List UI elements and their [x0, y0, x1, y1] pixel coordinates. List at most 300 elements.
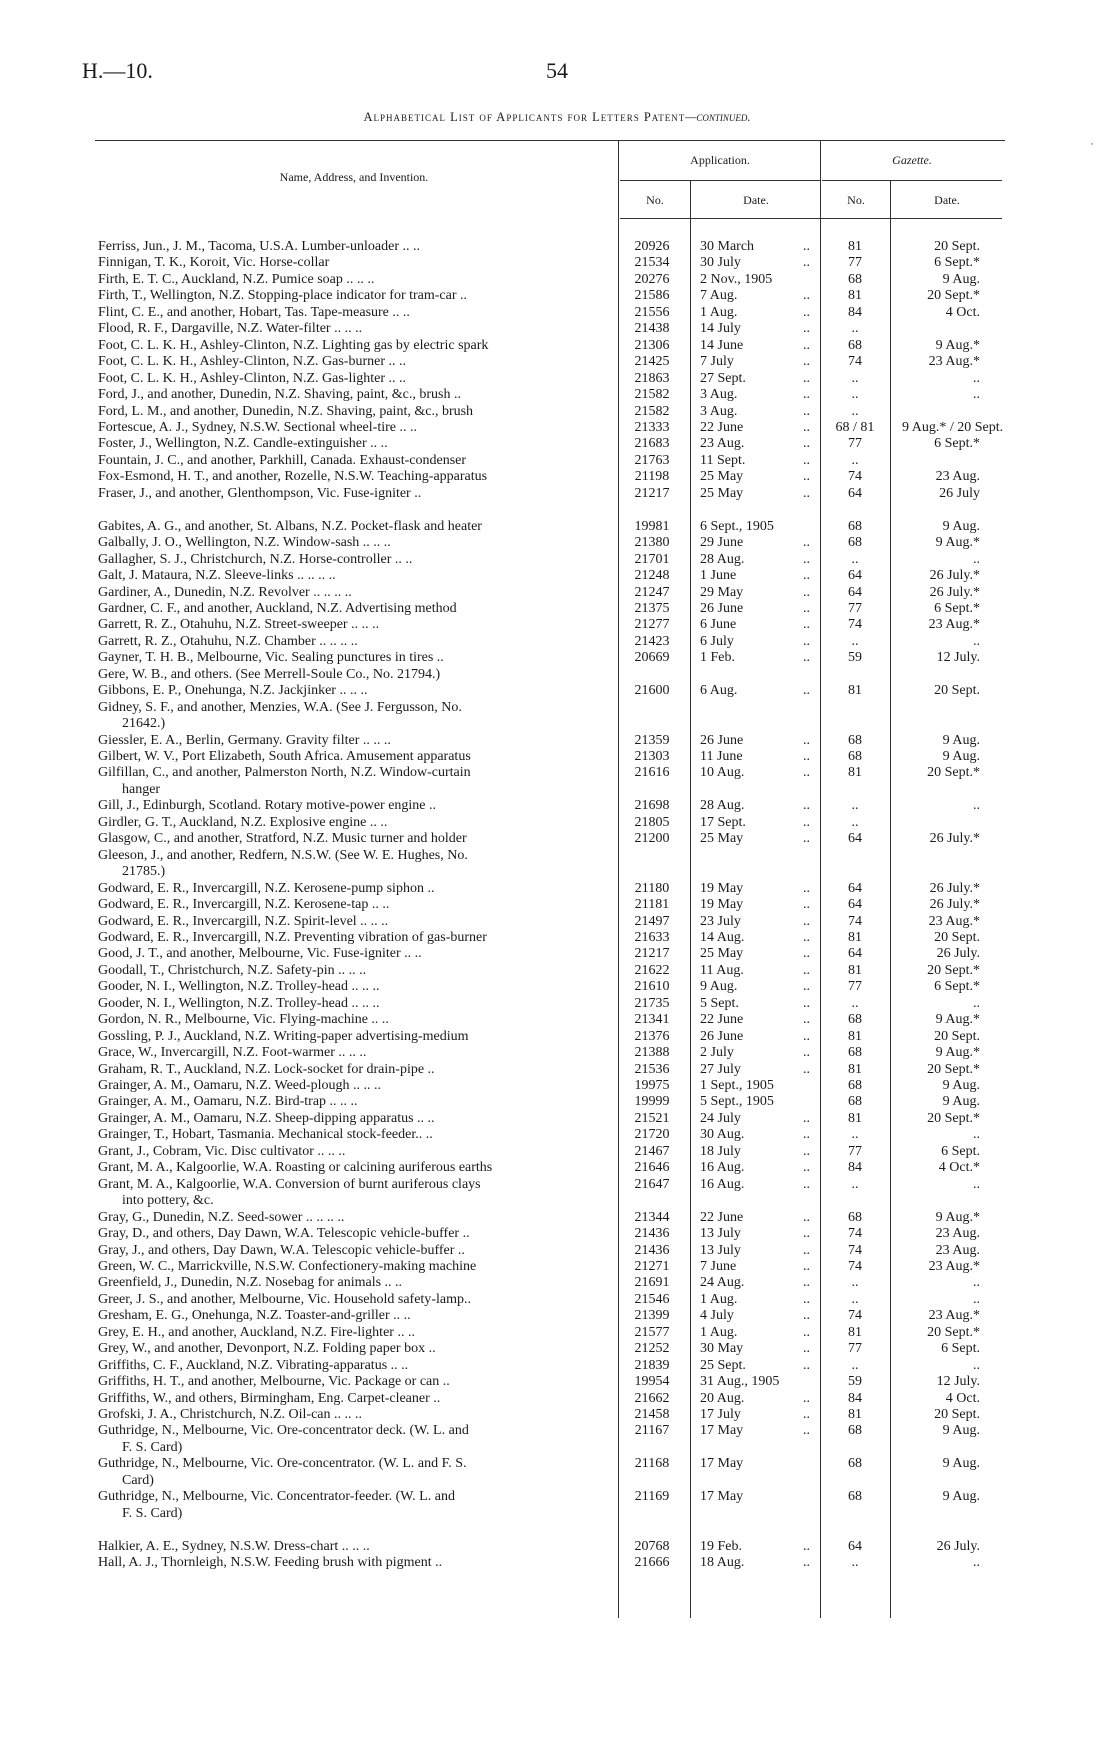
application-number: 20926 [634, 239, 670, 254]
application-date: 1 Feb. [700, 650, 735, 666]
table-row [0, 848, 1114, 864]
leader-dots: .. [803, 1012, 810, 1028]
application-date: 1 June [700, 568, 737, 583]
application-number: 21735 [634, 995, 670, 1011]
header-app-no: No. [646, 193, 664, 207]
application-number: 21662 [634, 1390, 670, 1406]
application-date: 3 Aug. [700, 387, 738, 402]
gazette-number: 64 [848, 568, 862, 583]
table-row [0, 585, 1114, 601]
application-date: 26 June [700, 732, 744, 748]
entry-name: hanger [122, 781, 161, 797]
entry-name: Gere, W. B., and others. (See Merrell-Soule Co., No. 21794.) [98, 666, 441, 682]
gazette-date: 9 Aug. [942, 749, 980, 764]
leader-dots: .. [803, 1226, 810, 1241]
gazette-date: 26 July.* [929, 897, 980, 912]
leader-dots: .. [803, 1176, 810, 1192]
entry-name: Greenfield, J., Dunedin, N.Z. Nosebag for animals .. .. [98, 1275, 403, 1291]
gazette-number: 64 [848, 946, 862, 962]
header-app-date: Date. [743, 193, 769, 207]
entry-name: Firth, E. T. C., Auckland, N.Z. Pumice soap .. .. .. [98, 271, 375, 287]
table-row [0, 601, 1114, 617]
gazette-date: 26 July. [936, 1538, 980, 1554]
application-date: 19 May [700, 880, 744, 896]
gazette-date: 20 Sept.* [927, 1324, 980, 1340]
gazette-date: 23 Aug. [935, 1242, 980, 1258]
entry-name: Grainger, A. M., Oamaru, N.Z. Sheep-dipping apparatus .. .. [98, 1110, 435, 1126]
table-row [0, 371, 1114, 387]
leader-dots: .. [803, 633, 810, 649]
leader-dots: .. [803, 946, 810, 962]
application-number: 20768 [634, 1538, 670, 1554]
gazette-number: 64 [848, 831, 862, 847]
application-number: 21168 [634, 1456, 670, 1472]
table-row [0, 946, 1114, 962]
application-number: 21521 [634, 1110, 670, 1126]
leader-dots: .. [803, 962, 810, 978]
gazette-number: 68 [848, 1078, 862, 1093]
table-row [0, 1440, 1114, 1456]
application-date: 2 Nov., 1905 [700, 271, 773, 287]
table-row [0, 716, 1114, 732]
application-number: 19975 [634, 1078, 670, 1093]
entry-name: Gallagher, S. J., Christchurch, N.Z. Horse-controller .. .. [98, 551, 413, 567]
table-row [0, 535, 1114, 551]
application-date: 7 July [700, 354, 734, 370]
application-date: 18 July [700, 1143, 741, 1159]
header-gazette: Gazette. [892, 153, 932, 167]
table-row [0, 963, 1114, 979]
page-number: 54 [546, 58, 568, 83]
application-date: 10 Aug. [700, 765, 745, 781]
margin-mark: ˙ [1090, 140, 1094, 154]
table-row [0, 634, 1114, 650]
gazette-date: 23 Aug. [935, 1226, 980, 1241]
gazette-date: 6 Sept. [941, 1143, 980, 1159]
gazette-date: 23 Aug.* [928, 354, 980, 370]
gazette-date: 9 Aug.* [935, 1012, 980, 1028]
leader-dots: .. [803, 1390, 810, 1406]
entry-name: Gardner, C. F., and another, Auckland, N.Z. Advertising method [98, 600, 457, 616]
leader-dots: .. [803, 1209, 810, 1225]
running-title [0, 110, 1114, 125]
leader-dots: .. [803, 584, 810, 600]
leader-dots: .. [803, 436, 810, 452]
entry-name: Grainger, A. M., Oamaru, N.Z. Bird-trap .. .. .. [98, 1094, 358, 1110]
application-number: 21341 [634, 1012, 670, 1028]
gazette-number: 84 [848, 1160, 862, 1176]
application-date: 1 Aug. [700, 304, 738, 320]
gazette-date: 20 Sept.* [927, 288, 980, 304]
table-row [0, 996, 1114, 1012]
table-row [0, 1029, 1114, 1045]
table-row [0, 305, 1114, 321]
gazette-date: 4 Oct. [945, 1390, 980, 1406]
gazette-date: 12 July. [936, 650, 980, 666]
table-row [0, 519, 1114, 535]
gazette-date: .. [973, 1555, 980, 1570]
leader-dots: .. [803, 1061, 810, 1077]
gazette-date: 9 Aug. [942, 518, 980, 534]
gazette-date: 20 Sept. [934, 1028, 980, 1044]
gazette-number: .. [851, 995, 859, 1011]
application-number: 21556 [634, 304, 670, 320]
gazette-number: 74 [848, 913, 862, 929]
leader-dots: .. [803, 897, 810, 912]
table-row [0, 568, 1114, 584]
entry-name: Grant, M. A., Kalgoorlie, W.A. Roasting or calcining auriferous earths [98, 1160, 493, 1176]
gazette-number: 81 [848, 288, 862, 304]
application-date: 23 July [700, 913, 741, 929]
leader-dots: .. [803, 1324, 810, 1340]
gazette-number: 81 [848, 1324, 862, 1340]
table-header-bottom-rule [620, 218, 1002, 219]
gazette-number: 81 [848, 962, 862, 978]
table-row [0, 749, 1114, 765]
gazette-date: .. [973, 995, 980, 1011]
gazette-date: 12 July. [936, 1374, 980, 1390]
leader-dots: .. [803, 617, 810, 633]
application-number: 21582 [634, 403, 670, 419]
entry-name: Godward, E. R., Invercargill, N.Z. Spirit-level .. .. .. [98, 913, 389, 929]
entry-name: 21642.) [122, 716, 166, 732]
entry-name: Galt, J. Mataura, N.Z. Sleeve-links .. .. .. .. [98, 568, 336, 583]
leader-dots: .. [803, 1291, 810, 1307]
application-date: 22 June [700, 419, 744, 435]
application-date: 1 Aug. [700, 1324, 738, 1340]
application-number: 21167 [634, 1423, 670, 1439]
application-number: 21344 [634, 1209, 670, 1225]
application-date: 6 June [700, 617, 737, 633]
leader-dots: .. [803, 1028, 810, 1044]
gazette-number: 64 [848, 485, 862, 501]
application-date: 27 Sept. [700, 370, 746, 386]
application-number: 21306 [634, 337, 670, 353]
entry-name: Griffiths, C. F., Auckland, N.Z. Vibrating-apparatus .. .. [98, 1357, 409, 1373]
gazette-date: 9 Aug.* [935, 337, 980, 353]
application-date: 28 Aug. [700, 798, 745, 814]
gazette-date: 9 Aug.* [935, 1209, 980, 1225]
table-row [0, 667, 1114, 683]
entry-name: Guthridge, N., Melbourne, Vic. Concentrator-feeder. (W. L. and [98, 1489, 455, 1505]
gazette-number: .. [851, 321, 859, 337]
gazette-number: .. [851, 814, 859, 830]
gazette-number: 68 [848, 1209, 862, 1225]
application-number: 21181 [634, 897, 670, 912]
gazette-number: 68 [848, 1045, 862, 1061]
entry-name: Grant, J., Cobram, Vic. Disc cultivator .. .. .. [98, 1143, 346, 1159]
table-row [0, 1144, 1114, 1160]
application-number: 21534 [634, 255, 670, 271]
gazette-date: 26 July.* [929, 880, 980, 896]
gazette-date: 9 Aug. [942, 271, 980, 287]
application-number: 21458 [634, 1407, 670, 1422]
gazette-number: 77 [848, 600, 862, 616]
application-date: 5 Sept., 1905 [700, 1094, 774, 1110]
table-row [0, 338, 1114, 354]
table-row [0, 782, 1114, 798]
application-number: 21467 [634, 1143, 670, 1159]
entry-name: Foot, C. L. K. H., Ashley-Clinton, N.Z. Gas-lighter .. .. [98, 370, 406, 386]
application-number: 21438 [634, 321, 670, 337]
entry-name: Girdler, G. T., Auckland, N.Z. Explosive engine .. .. [98, 814, 388, 830]
leader-dots: .. [803, 913, 810, 929]
entry-name: Firth, T., Wellington, N.Z. Stopping-place indicator for tram-car .. [98, 288, 468, 304]
gazette-number: 81 [848, 239, 862, 254]
entry-name: Gleeson, J., and another, Redfern, N.S.W. (See W. E. Hughes, No. [98, 847, 468, 863]
gazette-number: 68 [848, 337, 862, 353]
application-date: 23 Aug. [700, 436, 745, 452]
gazette-number: 81 [848, 929, 862, 945]
gazette-date: .. [973, 798, 980, 814]
gazette-date: 9 Aug. [942, 1078, 980, 1093]
application-number: 21622 [634, 962, 670, 978]
application-number: 21217 [634, 485, 670, 501]
leader-dots: .. [803, 1127, 810, 1143]
leader-dots: .. [803, 732, 810, 748]
leader-dots: .. [803, 321, 810, 337]
gazette-number: 68 [848, 518, 862, 534]
application-number: 21277 [634, 617, 670, 633]
entry-name: Griffiths, W., and others, Birmingham, Eng. Carpet-cleaner .. [98, 1390, 441, 1406]
gazette-date: .. [973, 387, 980, 402]
entry-name: Guthridge, N., Melbourne, Vic. Ore-concentrator deck. (W. L. and [98, 1423, 469, 1439]
entry-name: Foot, C. L. K. H., Ashley-Clinton, N.Z. Lighting gas by electric spark [98, 337, 489, 353]
entry-name: Hall, A. J., Thornleigh, N.S.W. Feeding brush with pigment .. [98, 1555, 443, 1570]
table-row [0, 469, 1114, 485]
leader-dots: .. [803, 288, 810, 304]
gazette-date: 6 Sept.* [934, 436, 980, 452]
gazette-number: 81 [848, 1407, 862, 1422]
table-row [0, 1045, 1114, 1061]
leader-dots: .. [803, 452, 810, 468]
table-row [0, 1078, 1114, 1094]
application-date: 30 July [700, 255, 741, 271]
gazette-number: .. [851, 1176, 859, 1192]
entry-name: into pottery, &c. [122, 1193, 214, 1209]
application-date: 24 Aug. [700, 1275, 745, 1291]
entry-name: Goodall, T., Christchurch, N.Z. Safety-pin .. .. .. [98, 962, 367, 978]
application-date: 29 May [700, 584, 744, 600]
application-date: 20 Aug. [700, 1390, 745, 1406]
gazette-number: 59 [848, 1374, 862, 1390]
gazette-number: .. [851, 633, 859, 649]
application-number: 21375 [634, 600, 670, 616]
leader-dots: .. [803, 403, 810, 419]
entry-name: Ford, J., and another, Dunedin, N.Z. Shaving, paint, &c., brush .. [98, 387, 462, 402]
leader-dots: .. [803, 979, 810, 995]
application-date: 30 March [700, 239, 755, 254]
table-row [0, 420, 1114, 436]
gazette-date: 6 Sept.* [934, 979, 980, 995]
entry-name: Foster, J., Wellington, N.Z. Candle-extinguisher .. .. [98, 436, 388, 452]
gazette-date: 4 Oct. [945, 304, 980, 320]
gazette-number: 77 [848, 1143, 862, 1159]
table-row [0, 255, 1114, 271]
entry-name: Gossling, P. J., Auckland, N.Z. Writing-paper advertising-medium [98, 1028, 469, 1044]
table-row [0, 1210, 1114, 1226]
gazette-date: 20 Sept.* [927, 765, 980, 781]
gazette-number: 81 [848, 1061, 862, 1077]
leader-dots: .. [803, 337, 810, 353]
application-date: 27 July [700, 1061, 741, 1077]
application-date: 17 July [700, 1407, 741, 1422]
application-date: 13 July [700, 1242, 741, 1258]
application-date: 28 Aug. [700, 551, 745, 567]
application-date: 13 July [700, 1226, 741, 1241]
application-number: 21577 [634, 1324, 670, 1340]
leader-dots: .. [803, 1555, 810, 1570]
leader-dots: .. [803, 1357, 810, 1373]
gazette-date: 20 Sept.* [927, 1110, 980, 1126]
page-code: H.—10. [82, 58, 153, 83]
gazette-number: 68 [848, 535, 862, 551]
entry-name: Green, W. C., Marrickville, N.S.W. Confectionery-making machine [98, 1258, 477, 1274]
application-number: 21359 [634, 732, 670, 748]
gazette-number: .. [851, 551, 859, 567]
gazette-number: .. [851, 1555, 859, 1570]
gazette-date: 9 Aug. [942, 732, 980, 748]
entry-name: 21785.) [122, 864, 166, 880]
application-number: 21497 [634, 913, 670, 929]
table-row [0, 1325, 1114, 1341]
application-date: 14 Aug. [700, 929, 745, 945]
leader-dots: .. [803, 255, 810, 271]
entry-name: F. S. Card) [122, 1505, 183, 1521]
application-number: 21698 [634, 798, 670, 814]
table-row [0, 733, 1114, 749]
table-row [0, 1473, 1114, 1489]
application-date: 5 Sept. [700, 995, 739, 1011]
gazette-number: 59 [848, 650, 862, 666]
application-number: 21200 [634, 831, 670, 847]
table-row [0, 1358, 1114, 1374]
gazette-date: 9 Aug.* [935, 535, 980, 551]
application-number: 21616 [634, 765, 670, 781]
gazette-date: .. [973, 1127, 980, 1143]
table-row [0, 914, 1114, 930]
application-number: 21839 [634, 1357, 670, 1373]
leader-dots: .. [803, 929, 810, 945]
gazette-number: 74 [848, 469, 862, 485]
gazette-number: 81 [848, 765, 862, 781]
application-number: 20276 [634, 271, 670, 287]
application-date: 25 May [700, 485, 744, 501]
application-date: 29 June [700, 535, 744, 551]
table-row [0, 1094, 1114, 1110]
table-row [0, 552, 1114, 568]
gazette-number: .. [851, 403, 859, 419]
table-row [0, 1275, 1114, 1291]
table-row [0, 881, 1114, 897]
application-number: 21600 [634, 683, 670, 699]
entry-name: Gooder, N. I., Wellington, N.Z. Trolley-head .. .. .. [98, 979, 380, 995]
entry-name: Good, J. T., and another, Melbourne, Vic. Fuse-igniter .. .. [98, 946, 422, 962]
entry-name: Foot, C. L. K. H., Ashley-Clinton, N.Z. Gas-burner .. .. [98, 354, 406, 370]
gazette-number: 84 [848, 304, 862, 320]
application-number: 21252 [634, 1341, 670, 1357]
application-number: 21633 [634, 929, 670, 945]
gazette-subrule [822, 180, 1002, 181]
gazette-date: 20 Sept. [934, 239, 980, 254]
leader-dots: .. [803, 831, 810, 847]
gazette-number: 81 [848, 683, 862, 699]
table-row [0, 1259, 1114, 1275]
table-row [0, 1177, 1114, 1193]
gazette-number: 74 [848, 1308, 862, 1324]
application-number: 21683 [634, 436, 670, 452]
application-number: 21582 [634, 387, 670, 402]
gazette-number: 74 [848, 1258, 862, 1274]
leader-dots: .. [803, 354, 810, 370]
application-number: 19981 [634, 518, 670, 534]
header-application: Application. [690, 153, 750, 167]
leader-dots: .. [803, 1160, 810, 1176]
application-number: 21691 [634, 1275, 670, 1291]
gazette-number: 81 [848, 1028, 862, 1044]
gazette-date: .. [973, 1357, 980, 1373]
entry-name: Gresham, E. G., Onehunga, N.Z. Toaster-and-griller .. .. [98, 1308, 411, 1324]
application-date: 16 Aug. [700, 1160, 745, 1176]
entry-name: Glasgow, C., and another, Stratford, N.Z. Music turner and holder [98, 831, 467, 847]
entry-name: Gill, J., Edinburgh, Scotland. Rotary motive-power engine .. [98, 798, 437, 814]
entry-name: Garrett, R. Z., Otahuhu, N.Z. Chamber .. .. .. .. [98, 633, 358, 649]
application-date: 7 June [700, 1258, 737, 1274]
gazette-number: 64 [848, 897, 862, 912]
gazette-date: 20 Sept. [934, 929, 980, 945]
table-row [0, 1341, 1114, 1357]
table-row [0, 1111, 1114, 1127]
application-date: 30 May [700, 1341, 744, 1357]
gazette-date: 23 Aug.* [928, 1308, 980, 1324]
table-row [0, 1407, 1114, 1423]
gazette-date: 26 July.* [929, 568, 980, 583]
gazette-number: 74 [848, 354, 862, 370]
gazette-number: .. [851, 1357, 859, 1373]
gazette-date: 23 Aug.* [928, 617, 980, 633]
entry-name: Fortescue, A. J., Sydney, N.S.W. Sectional wheel-tire .. .. [98, 419, 417, 435]
gazette-number: 64 [848, 584, 862, 600]
application-number: 21701 [634, 551, 670, 567]
gazette-number: .. [851, 1127, 859, 1143]
gazette-date: 9 Aug. [942, 1489, 980, 1505]
application-date: 6 July [700, 633, 734, 649]
application-date: 9 Aug. [700, 979, 738, 995]
gazette-date: 23 Aug.* [928, 1258, 980, 1274]
header-name-col: Name, Address, and Invention. [279, 170, 429, 184]
table-row [0, 1391, 1114, 1407]
application-date: 3 Aug. [700, 403, 738, 419]
application-number: 21271 [634, 1258, 670, 1274]
gazette-number: .. [851, 798, 859, 814]
gazette-date: 20 Sept.* [927, 962, 980, 978]
gazette-date: 20 Sept. [934, 1407, 980, 1422]
gazette-number: 68 [848, 1489, 862, 1505]
table-row [0, 272, 1114, 288]
gazette-number: .. [851, 1291, 859, 1307]
entry-name: Gray, G., Dunedin, N.Z. Seed-sower .. .. .. .. [98, 1209, 345, 1225]
application-date: 14 June [700, 337, 744, 353]
entry-name: Card) [122, 1472, 154, 1488]
leader-dots: .. [803, 1143, 810, 1159]
gazette-date: 9 Aug. [942, 1423, 980, 1439]
gazette-number: 74 [848, 1226, 862, 1241]
table-row [0, 1127, 1114, 1143]
entry-name: Godward, E. R., Invercargill, N.Z. Kerosene-pump siphon .. [98, 880, 435, 896]
entry-name: Grace, W., Invercargill, N.Z. Foot-warmer .. .. .. [98, 1045, 367, 1061]
entry-name: Gayner, T. H. B., Melbourne, Vic. Sealing punctures in tires .. [98, 650, 444, 666]
leader-dots: .. [803, 419, 810, 435]
